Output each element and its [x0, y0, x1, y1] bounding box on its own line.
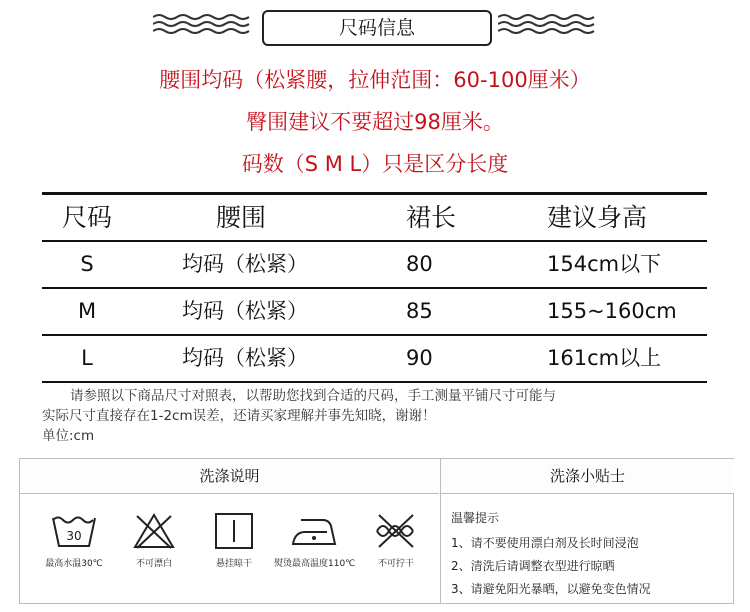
cell-size: M [77, 299, 97, 323]
note-line-1: 请参照以下商品尺寸对照表，以帮助您找到合适的尺码，手工测量平铺尺寸可能与 [70, 388, 556, 404]
care-tips [440, 459, 734, 603]
hang-dry-label: 悬挂晾干 [215, 559, 252, 569]
list-item: 1、请不要使用漂白剂及长时间浸泡 [451, 536, 639, 550]
note-line-3: 单位:cm [42, 428, 95, 444]
header-height: 建议身高 [547, 203, 648, 232]
iron-low-icon [289, 512, 339, 550]
cell-size: S [80, 252, 94, 276]
measurement-note [42, 386, 712, 446]
table-row [42, 289, 707, 336]
notice-hip: 臀围建议不要超过98厘米。 [246, 110, 504, 134]
notice-waist: 腰围均码（松紧腰，拉伸范围：60-100厘米） [159, 68, 591, 92]
wash-30-icon [51, 512, 97, 550]
table-header-row [42, 195, 707, 242]
care-item-no-bleach [114, 506, 194, 569]
no-tumble-dry-icon [373, 512, 419, 550]
cell-length: 90 [406, 346, 433, 370]
table-row [42, 242, 707, 289]
page-title: 尺码信息 [262, 10, 492, 46]
note-line-2: 实际尺寸直接存在1-2cm误差，还请买家理解并事先知晓，谢谢！ [42, 408, 436, 424]
care-panel [19, 458, 734, 604]
list-item: 2、清洗后请调整衣型进行晾晒 [451, 559, 615, 573]
cell-length: 80 [406, 252, 433, 276]
cell-height: 154cm以下 [547, 252, 662, 276]
no-bleach-label: 不可漂白 [135, 559, 172, 569]
table-row [42, 336, 707, 383]
care-item-wash [34, 506, 114, 569]
cell-height: 155~160cm [547, 299, 677, 323]
header [0, 0, 750, 60]
tips-list [451, 507, 651, 601]
cell-waist: 均码（松紧） [182, 299, 308, 323]
header-waist: 腰围 [216, 203, 267, 232]
cell-height: 161cm以上 [547, 346, 662, 370]
care-instructions [20, 459, 439, 603]
list-item: 3、请避免阳光暴晒，以避免变色情况 [451, 582, 651, 596]
cell-waist: 均码（松紧） [182, 346, 308, 370]
care-item-no-wring [356, 506, 436, 569]
header-length: 裙长 [406, 203, 457, 232]
hang-dry-icon [211, 512, 257, 550]
iron-label: 熨烫最高温度110℃ [274, 559, 356, 569]
wash-label: 最高水温30℃ [45, 559, 103, 569]
care-icons [20, 506, 439, 603]
wash-temp-text: 30 [66, 529, 82, 543]
header-size: 尺码 [61, 203, 112, 232]
wave-decoration-left-icon [153, 12, 253, 36]
cell-waist: 均码（松紧） [182, 252, 308, 276]
wave-decoration-right-icon [498, 12, 598, 36]
cell-size: L [81, 346, 93, 370]
size-table [42, 192, 707, 383]
notice-size-length: 码数（S M L）只是区分长度 [241, 152, 509, 176]
care-tips-title: 洗涤小贴士 [441, 459, 734, 494]
care-instructions-title: 洗涤说明 [20, 459, 439, 494]
no-wring-label: 不可拧干 [377, 559, 414, 569]
care-item-iron [274, 506, 354, 569]
care-item-hang-dry [194, 506, 274, 569]
no-bleach-icon [131, 512, 177, 550]
cell-length: 85 [406, 299, 433, 323]
tips-heading: 温馨提示 [451, 511, 500, 525]
